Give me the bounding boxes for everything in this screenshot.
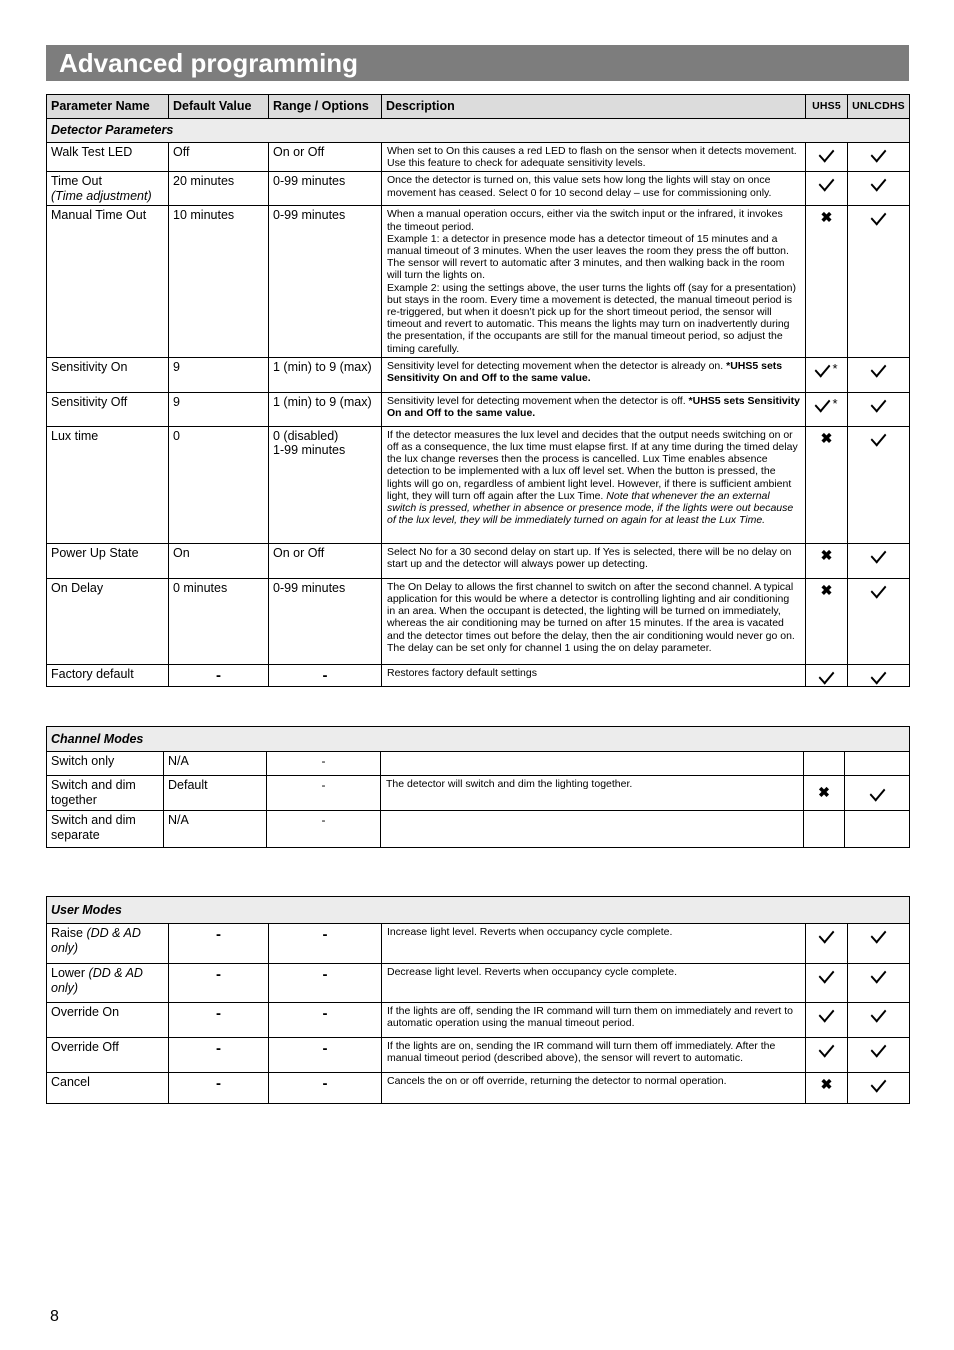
check-icon bbox=[815, 394, 831, 412]
param-description: Sensitivity level for detecting movement when the detector is already on. bbox=[387, 359, 724, 372]
mode-name-note: (DD & AD only) bbox=[51, 926, 141, 955]
param-name: Sensitivity On bbox=[47, 357, 169, 392]
param-description-example-2: Example 2: using the settings above, the user turns the lights off (say for a presentation) but stays in the room. Every time a movement is detected, the manual timeout period is re-triggered, but when it doesn’t pick up for the short timeout period, the sensor will timeout and revert to automatic. This means the lights may turn on inadvertently during the presentation, if the occupants are still for the manual timeout period, so adjust the timing carefully. bbox=[387, 281, 796, 355]
param-description-example-1: Example 1: a detector in presence mode has a detector timeout of 15 minutes and a manual timeout of 3 minutes. When the user leaves the room they press the off button. The sensor will revert to automatic after 3 minutes, and then walking back in the room will turn the lights on. bbox=[387, 232, 789, 282]
param-range-2: 1-99 minutes bbox=[273, 443, 346, 458]
param-description: Sensitivity level for detecting movement when the detector is off. bbox=[387, 394, 686, 407]
mode-default: - bbox=[169, 964, 269, 1003]
param-range: 0-99 minutes bbox=[269, 206, 382, 357]
param-description-note: Note that whenever the an external switch is pressed, whether in absence or presence mode, if the lights were out because of the lux level, they will be immediately turned on again for at least the Lux Time. bbox=[387, 489, 794, 527]
cross-icon: ✖ bbox=[820, 429, 833, 446]
param-description: When set to On this causes a red LED to flash on the sensor when it detects movement. Use this feature to check for adequate sensitivity levels. bbox=[382, 143, 806, 172]
check-icon bbox=[871, 965, 887, 983]
mode-default: Default bbox=[164, 776, 267, 811]
param-default: 20 minutes bbox=[169, 172, 269, 206]
mode-name: Cancel bbox=[47, 1073, 169, 1104]
cross-icon: ✖ bbox=[820, 1076, 833, 1092]
section-user-modes: User Modes bbox=[47, 897, 910, 924]
header-default-value: Default Value bbox=[169, 95, 269, 119]
check-icon bbox=[869, 783, 885, 801]
param-default: 9 bbox=[169, 392, 269, 426]
mode-description bbox=[381, 752, 804, 776]
page-number: 8 bbox=[50, 1308, 59, 1325]
check-icon bbox=[819, 925, 835, 943]
table-row bbox=[47, 143, 910, 172]
param-default: Off bbox=[169, 143, 269, 172]
mode-name: Override Off bbox=[47, 1038, 169, 1073]
mode-name: Switch and dim separate bbox=[47, 811, 164, 848]
user-modes-table bbox=[46, 896, 910, 1104]
param-description: Select No for a 30 second delay on start up. If Yes is selected, there will be no delay on start up and the detector will always power up detecting. bbox=[382, 543, 806, 578]
table-row bbox=[47, 1038, 910, 1073]
mode-default: - bbox=[169, 1038, 269, 1073]
mode-name: Switch and dim together bbox=[47, 776, 164, 811]
check-icon bbox=[819, 1004, 835, 1022]
check-icon bbox=[871, 925, 887, 943]
mode-name: Raise bbox=[51, 926, 83, 940]
table-row bbox=[47, 1073, 910, 1104]
mode-description: Decrease light level. Reverts when occupancy cycle complete. bbox=[382, 964, 806, 1003]
check-icon bbox=[871, 666, 887, 684]
mode-range: - bbox=[269, 1073, 382, 1104]
mode-range: - bbox=[267, 752, 381, 776]
check-icon bbox=[871, 174, 887, 192]
header-unlcdhs: UNLCDHS bbox=[848, 95, 910, 119]
param-default: 10 minutes bbox=[169, 206, 269, 357]
check-icon bbox=[871, 1074, 887, 1092]
param-range: 0 (disabled) bbox=[273, 428, 339, 443]
mode-description: If the lights are off, sending the IR command will turn them on immediately and revert to automatic operation using the manual timeout period. bbox=[382, 1003, 806, 1038]
check-icon bbox=[819, 144, 835, 162]
page-title: Advanced programming bbox=[46, 45, 909, 81]
param-range: 1 (min) to 9 (max) bbox=[269, 392, 382, 426]
mode-range: - bbox=[269, 1038, 382, 1073]
section-channel-modes: Channel Modes bbox=[47, 727, 910, 752]
param-range: 1 (min) to 9 (max) bbox=[269, 357, 382, 392]
mode-description: The detector will switch and dim the lighting together. bbox=[381, 776, 804, 811]
param-range: - bbox=[269, 664, 382, 686]
table-row bbox=[47, 206, 910, 357]
table-row bbox=[47, 924, 910, 964]
header-range-options: Range / Options bbox=[269, 95, 382, 119]
mode-range: - bbox=[269, 964, 382, 1003]
param-name: On Delay bbox=[47, 578, 169, 664]
header-row bbox=[47, 95, 910, 119]
param-description: Once the detector is turned on, this value sets how long the lights will stay on once movement has ceased. Select 0 for 10 second delay – use for commissioning only. bbox=[382, 172, 806, 206]
cross-icon: ✖ bbox=[820, 209, 833, 226]
mode-default: N/A bbox=[164, 811, 267, 848]
param-default: On bbox=[169, 543, 269, 578]
param-description-note: *UHS5 sets Sensitivity On and Off to the same value. bbox=[387, 359, 783, 385]
param-description: The On Delay to allows the first channel to switch on after the second channel. A typical application for this would be where a detector is controlling lighting and air conditioning in an area. When the occupant is detected, the lighting will be turned on immediately, whereas the air conditioning may be turned on after 15 minutes. If the area is vacated and the detector times out before the delay, then the air conditioning would never go on. The delay can be set only for channel 1 using the on delay parameter. bbox=[382, 578, 806, 664]
mode-range: - bbox=[269, 924, 382, 964]
mode-default: - bbox=[169, 1003, 269, 1038]
mode-name: Lower bbox=[51, 966, 86, 980]
param-range: On or Off bbox=[269, 143, 382, 172]
param-description: If the detector measures the lux level and decides that the output needs switching on or off as a consequence, the lux time must elapse first. If at any time during the timed delay the lux change reverses then the process is cancelled. Lux Time enables absence detection to be implemented with a lux off level set. When the button is pressed, the lights will go on, regardless of ambient light level. However, if there is sufficient ambient light, they will turn off again after the Lux Time. bbox=[387, 428, 798, 502]
mode-description: If the lights are on, sending the IR command will turn them off immediately. After the manual timeout period (described above), the sensor will revert to automatic. bbox=[382, 1038, 806, 1073]
param-range: 0-99 minutes bbox=[269, 172, 382, 206]
table-row bbox=[47, 392, 910, 426]
param-name: Manual Time Out bbox=[47, 206, 169, 357]
table-row bbox=[47, 1003, 910, 1038]
param-name: Power Up State bbox=[47, 543, 169, 578]
table-row bbox=[47, 357, 910, 392]
detector-parameters-table bbox=[46, 94, 910, 687]
asterisk-icon: * bbox=[832, 360, 838, 376]
param-default: 0 bbox=[169, 426, 269, 543]
param-name: Lux time bbox=[47, 426, 169, 543]
cross-icon: ✖ bbox=[820, 581, 833, 598]
param-description-note: *UHS5 sets Sensitivity On and Off to the same value. bbox=[387, 394, 801, 420]
header-parameter-name: Parameter Name bbox=[47, 95, 169, 119]
mode-description: Cancels the on or off override, returning the detector to normal operation. bbox=[382, 1073, 806, 1104]
check-icon bbox=[871, 428, 887, 446]
mode-default: - bbox=[169, 1073, 269, 1104]
table-row bbox=[47, 811, 910, 848]
check-icon bbox=[819, 174, 835, 192]
param-default: 0 minutes bbox=[169, 578, 269, 664]
table-row bbox=[47, 426, 910, 543]
check-icon bbox=[871, 208, 887, 226]
param-description: When a manual operation occurs, either via the switch input or the infrared, it invokes the timeout period. bbox=[387, 208, 783, 233]
param-name: Sensitivity Off bbox=[47, 392, 169, 426]
mode-range: - bbox=[267, 811, 381, 848]
header-description: Description bbox=[382, 95, 806, 119]
mode-name: Override On bbox=[47, 1003, 169, 1038]
check-icon bbox=[871, 144, 887, 162]
cross-icon: ✖ bbox=[818, 784, 830, 801]
asterisk-icon: * bbox=[832, 395, 838, 411]
mode-name-note: (DD & AD only) bbox=[51, 966, 143, 995]
mode-default: N/A bbox=[164, 752, 267, 776]
mode-description bbox=[381, 811, 804, 848]
table-row bbox=[47, 752, 910, 776]
param-range: 0-99 minutes bbox=[269, 578, 382, 664]
mode-range: - bbox=[269, 1003, 382, 1038]
param-name-sub: (Time adjustment) bbox=[51, 188, 152, 203]
table-row bbox=[47, 964, 910, 1003]
table-row bbox=[47, 664, 910, 686]
mode-range: - bbox=[267, 776, 381, 811]
table-row bbox=[47, 776, 910, 811]
section-detector-parameters: Detector Parameters bbox=[47, 119, 910, 143]
param-default: - bbox=[169, 664, 269, 686]
param-default: 9 bbox=[169, 357, 269, 392]
check-icon bbox=[815, 359, 831, 377]
param-name: Factory default bbox=[47, 664, 169, 686]
check-icon bbox=[819, 1039, 835, 1057]
check-icon bbox=[871, 580, 887, 598]
param-description: Restores factory default settings bbox=[382, 664, 806, 686]
table-row bbox=[47, 172, 910, 206]
mode-description: Increase light level. Reverts when occupancy cycle complete. bbox=[382, 924, 806, 964]
check-icon bbox=[871, 1004, 887, 1022]
header-uhs5: UHS5 bbox=[806, 95, 848, 119]
param-range: On or Off bbox=[269, 543, 382, 578]
check-icon bbox=[871, 359, 887, 377]
param-name: Time Out bbox=[51, 174, 102, 189]
channel-modes-table bbox=[46, 726, 910, 848]
table-row bbox=[47, 543, 910, 578]
mode-default: - bbox=[169, 924, 269, 964]
check-icon bbox=[871, 545, 887, 563]
mode-name: Switch only bbox=[47, 752, 164, 776]
check-icon bbox=[871, 394, 887, 412]
check-icon bbox=[819, 666, 835, 684]
param-name: Walk Test LED bbox=[47, 143, 169, 172]
table-row bbox=[47, 578, 910, 664]
check-icon bbox=[819, 965, 835, 983]
cross-icon: ✖ bbox=[820, 546, 833, 563]
check-icon bbox=[871, 1039, 887, 1057]
